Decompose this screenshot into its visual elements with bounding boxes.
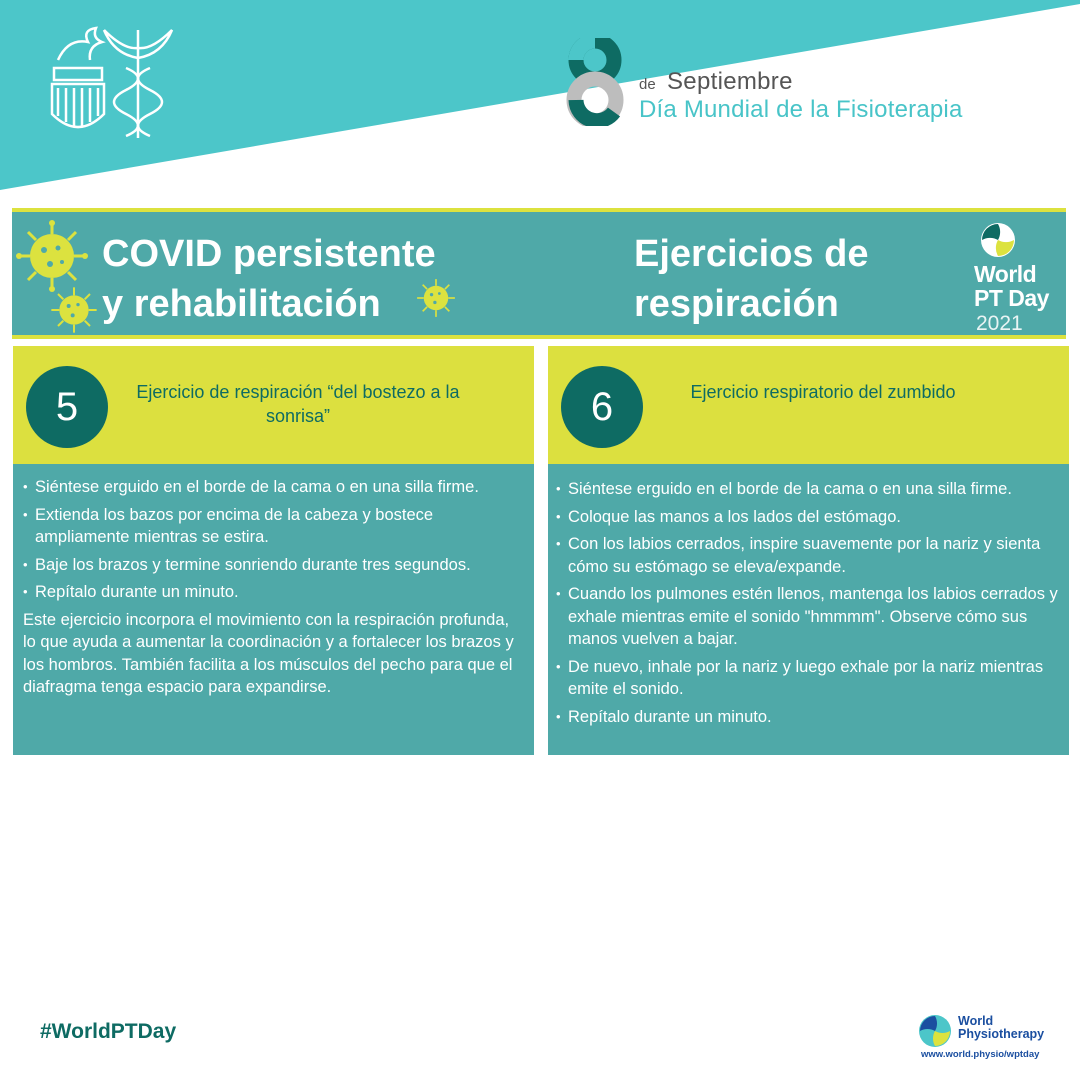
list-item: • Siéntese erguido en el borde de la cama o en una silla firme. <box>23 476 526 499</box>
world-pt-day-logo-icon <box>972 216 1062 266</box>
card-header <box>13 346 534 464</box>
card-body <box>23 476 526 699</box>
date-block <box>565 38 1025 130</box>
date-prefix: de <box>639 76 656 93</box>
list-item: • Siéntese erguido en el borde de la cama o en una silla firme. <box>556 478 1061 501</box>
logo-line2: PT Day <box>974 285 1049 311</box>
banner-title-right <box>634 229 954 329</box>
virus-icon <box>50 286 98 334</box>
hashtag: #WorldPTDay <box>40 1020 177 1043</box>
banner-title-left <box>102 229 522 329</box>
exercise-description: Este ejercicio incorpora el movimiento con la respiración profunda, lo que ayuda a aumentar la coordinación y a fortalecer los brazos y los hombros. También facilita a los músculos del pecho para que el diafragma tenga espacio para expandirse. <box>23 610 514 696</box>
list-item: • Baje los brazos y termine sonriendo durante tres segundos. <box>23 554 526 577</box>
list-item: • Repítalo durante un minuto. <box>556 706 1061 729</box>
date-month: Septiembre <box>667 68 793 95</box>
list-item: • Con los labios cerrados, inspire suavemente por la nariz y sienta cómo su estómago se eleva/expande. <box>556 533 1061 578</box>
banner-title-right-line2: respiración <box>634 283 839 325</box>
exercise-number-badge: 5 <box>26 366 108 448</box>
generalitat-crest-icon <box>44 20 184 142</box>
exercise-card-5 <box>13 346 534 755</box>
instruction-list <box>556 478 1061 728</box>
date-subtitle: Día Mundial de la Fisioterapia <box>639 96 963 123</box>
org-name-line2: Physiotherapy <box>958 1027 1045 1041</box>
logo-line1: World <box>974 261 1037 287</box>
card-header <box>548 346 1069 464</box>
org-name-line1: World <box>958 1014 994 1028</box>
instruction-list <box>23 476 526 604</box>
virus-icon <box>16 220 88 292</box>
list-item: • Repítalo durante un minuto. <box>23 581 526 604</box>
exercise-title: Ejercicio respiratorio del zumbido <box>690 382 956 402</box>
world-pt-day-logo-text <box>974 262 1049 310</box>
banner-title-right-line1: Ejercicios de <box>634 233 869 275</box>
logo-year: 2021 <box>976 312 1023 335</box>
list-item: • Extienda los bazos por encima de la cabeza y bostece ampliamente mientras se estira. <box>23 504 526 549</box>
caduceus-icon <box>104 30 172 138</box>
banner-title-left-line2: y rehabilitación <box>102 283 381 325</box>
card-body <box>556 478 1061 733</box>
exercise-number-badge: 6 <box>561 366 643 448</box>
exercise-title: Ejercicio de respiración “del bostezo a la sonrisa” <box>136 382 460 426</box>
banner-title-left-line1: COVID persistente <box>102 233 436 275</box>
world-pt-day-eight-icon <box>565 38 625 126</box>
list-item: • Cuando los pulmones estén llenos, mantenga los labios cerrados y exhale mientras emite el sonido "hmmmm". Observe cómo sus manos vuelven a bajar. <box>556 583 1061 651</box>
exercise-card-6 <box>548 346 1069 755</box>
org-name <box>958 1015 1044 1041</box>
list-item: • De nuevo, inhale por la nariz y luego exhale por la nariz mientras emite el sonido. <box>556 656 1061 701</box>
title-banner <box>12 208 1066 339</box>
world-physiotherapy-logo-icon <box>918 1014 952 1048</box>
footer-url: www.world.physio/wptday <box>921 1049 1040 1060</box>
list-item: • Coloque las manos a los lados del estómago. <box>556 506 1061 529</box>
world-physiotherapy-logo <box>918 1012 1058 1062</box>
